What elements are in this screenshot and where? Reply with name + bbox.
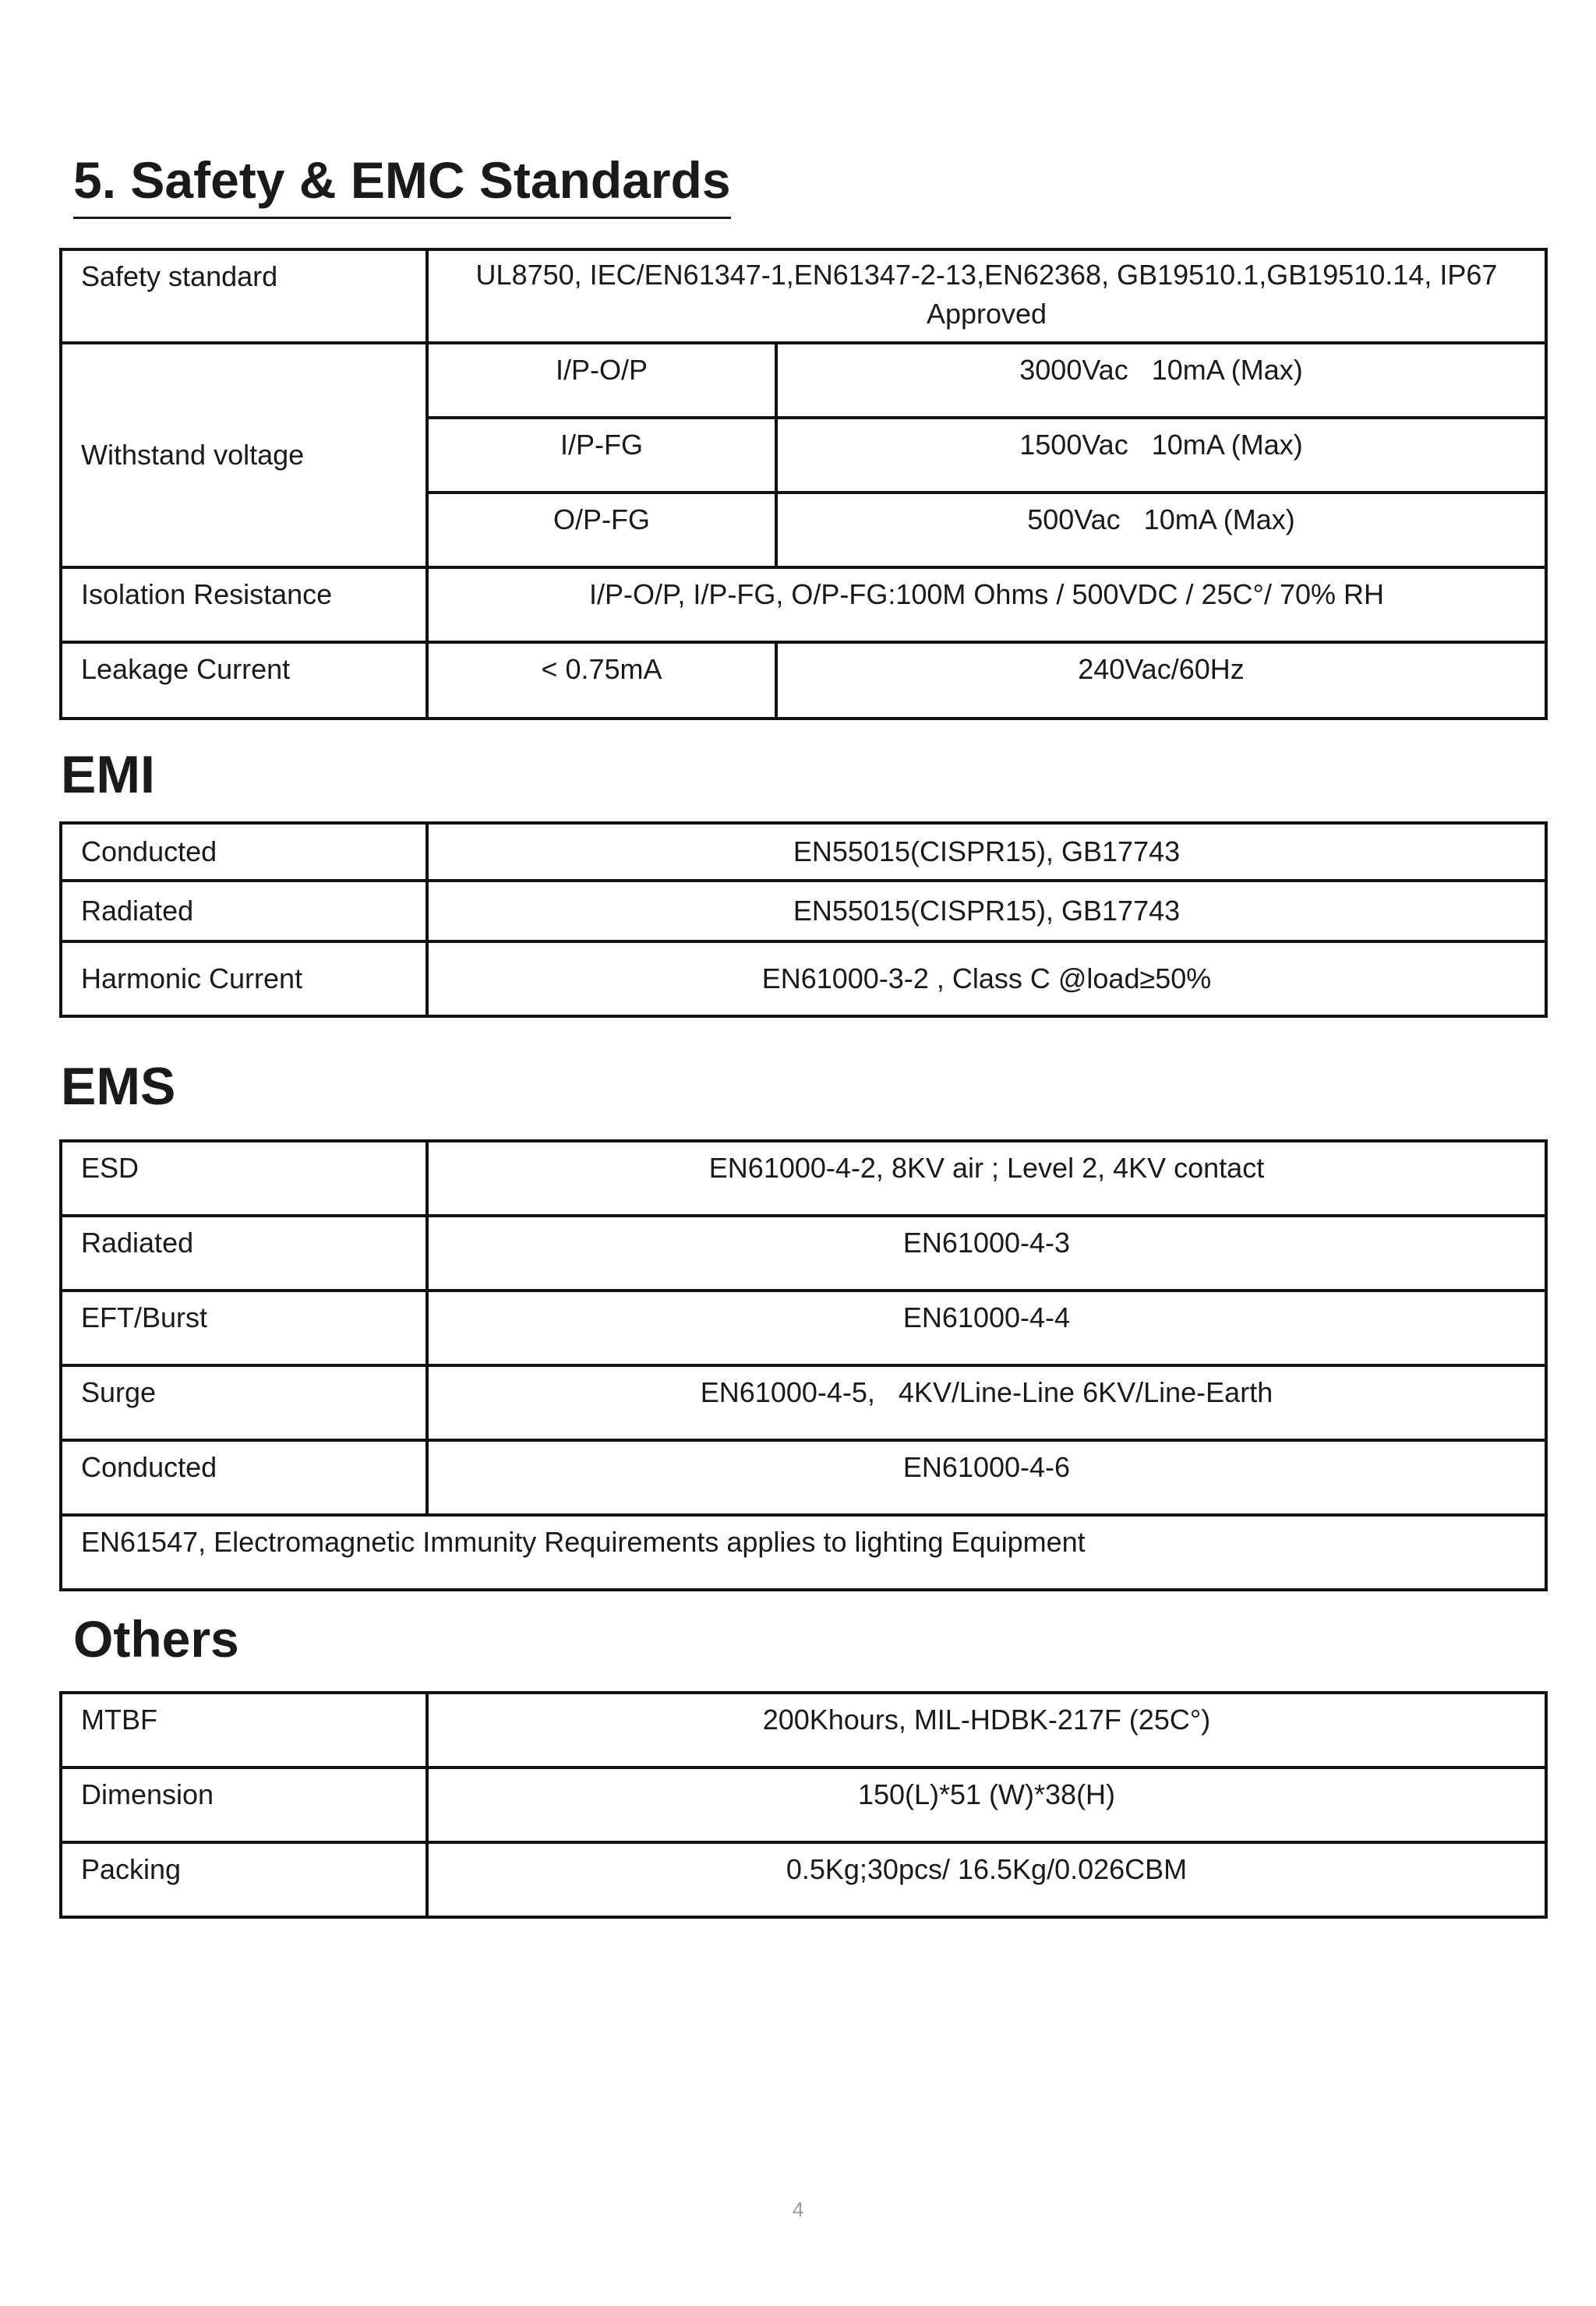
ems-heading: EMS — [61, 1057, 176, 1116]
ems-row-label: Conducted — [61, 1440, 427, 1515]
emi-row-label: Harmonic Current — [61, 941, 427, 1016]
leakage-current-value: < 0.75mA — [427, 642, 776, 719]
withstand-value-1: 3000Vac 10mA (Max) — [776, 343, 1546, 418]
others-row-value: 0.5Kg;30pcs/ 16.5Kg/0.026CBM — [427, 1842, 1546, 1917]
others-row-value: 150(L)*51 (W)*38(H) — [427, 1767, 1546, 1842]
emi-heading: EMI — [61, 745, 155, 804]
withstand-pair-3: O/P-FG — [427, 493, 776, 567]
emi-row-label: Radiated — [61, 881, 427, 941]
table-row — [61, 1693, 1546, 1767]
isolation-resistance-value: I/P-O/P, I/P-FG, O/P-FG:100M Ohms / 500VDC / 25C°/ 70% RH — [427, 567, 1546, 642]
withstand-voltage-label: Withstand voltage — [61, 343, 427, 567]
table-row — [61, 881, 1546, 941]
others-row-label: Packing — [61, 1842, 427, 1917]
table-row — [61, 941, 1546, 1016]
table-row — [61, 1842, 1546, 1917]
others-row-value: 200Khours, MIL-HDBK-217F (25C°) — [427, 1693, 1546, 1767]
ems-row-label: Radiated — [61, 1216, 427, 1291]
isolation-resistance-label: Isolation Resistance — [61, 567, 427, 642]
table-row — [61, 1515, 1546, 1590]
safety-standard-value: UL8750, IEC/EN61347-1,EN61347-2-13,EN62368, GB19510.1,GB19510.14, IP67 Approved — [427, 249, 1546, 343]
others-row-label: Dimension — [61, 1767, 427, 1842]
emi-table — [59, 821, 1548, 1018]
withstand-value-3: 500Vac 10mA (Max) — [776, 493, 1546, 567]
withstand-value-2: 1500Vac 10mA (Max) — [776, 418, 1546, 493]
others-table — [59, 1691, 1548, 1919]
table-row — [61, 1440, 1546, 1515]
table-row — [61, 1767, 1546, 1842]
ems-note: EN61547, Electromagnetic Immunity Requirements applies to lighting Equipment — [61, 1515, 1546, 1590]
emi-row-value: EN61000-3-2 , Class C @load≥50% — [427, 941, 1546, 1016]
table-row — [61, 1141, 1546, 1216]
others-heading: Others — [73, 1610, 239, 1668]
ems-row-value: EN61000-4-2, 8KV air ; Level 2, 4KV contact — [427, 1141, 1546, 1216]
ems-row-value: EN61000-4-5, 4KV/Line-Line 6KV/Line-Earth — [427, 1365, 1546, 1440]
ems-table — [59, 1139, 1548, 1591]
table-row — [61, 343, 1546, 418]
withstand-pair-2: I/P-FG — [427, 418, 776, 493]
table-row — [61, 249, 1546, 343]
page-title: 5. Safety & EMC Standards — [73, 154, 731, 219]
ems-row-value: EN61000-4-6 — [427, 1440, 1546, 1515]
table-row — [61, 1365, 1546, 1440]
table-row — [61, 1216, 1546, 1291]
table-row — [61, 823, 1546, 881]
safety-table — [59, 248, 1548, 720]
leakage-current-condition: 240Vac/60Hz — [776, 642, 1546, 719]
table-row — [61, 1291, 1546, 1365]
emi-row-value: EN55015(CISPR15), GB17743 — [427, 881, 1546, 941]
ems-row-label: EFT/Burst — [61, 1291, 427, 1365]
page-number: 4 — [792, 2198, 804, 2221]
ems-row-label: ESD — [61, 1141, 427, 1216]
ems-row-value: EN61000-4-4 — [427, 1291, 1546, 1365]
safety-standard-label: Safety standard — [61, 249, 427, 343]
ems-row-value: EN61000-4-3 — [427, 1216, 1546, 1291]
others-row-label: MTBF — [61, 1693, 427, 1767]
table-row — [61, 567, 1546, 642]
emi-row-value: EN55015(CISPR15), GB17743 — [427, 823, 1546, 881]
leakage-current-label: Leakage Current — [61, 642, 427, 719]
table-row — [61, 642, 1546, 719]
emi-row-label: Conducted — [61, 823, 427, 881]
withstand-pair-1: I/P-O/P — [427, 343, 776, 418]
ems-row-label: Surge — [61, 1365, 427, 1440]
